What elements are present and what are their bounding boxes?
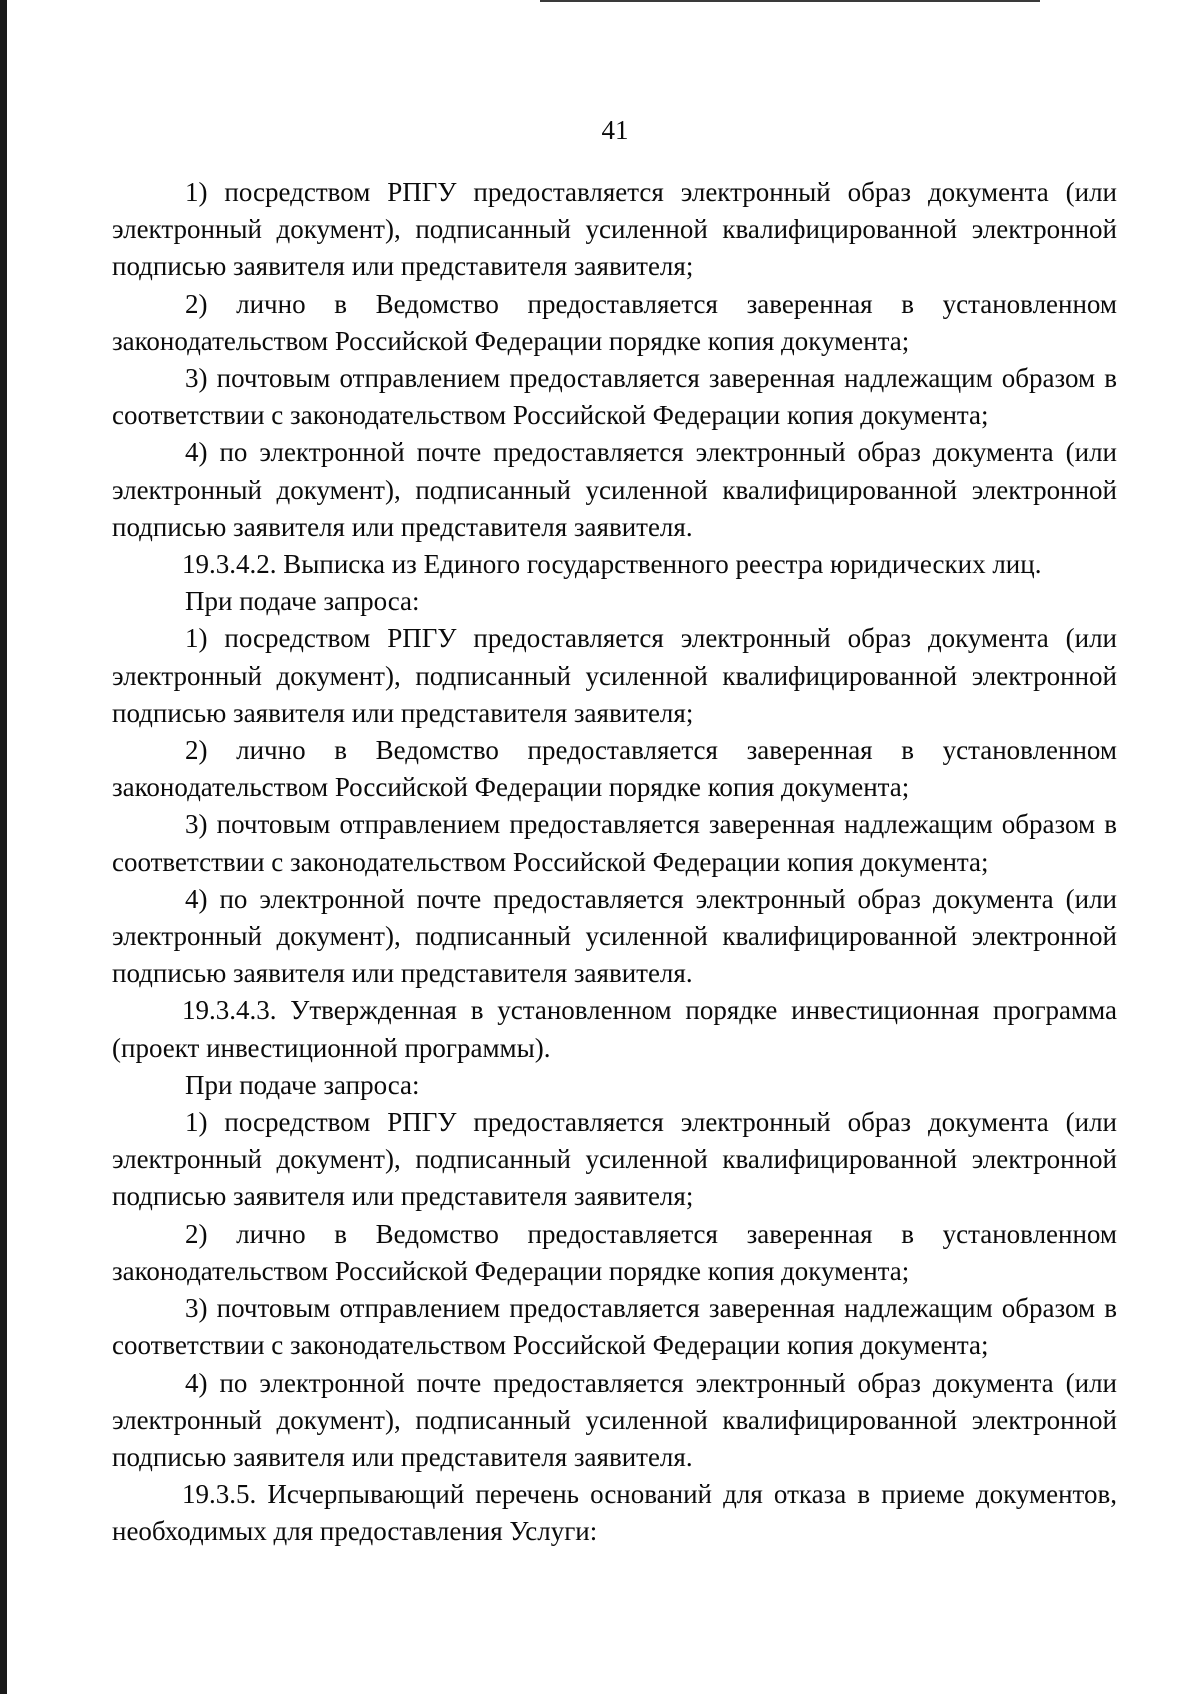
scan-border-top [540,0,1040,2]
list-item: 3) почтовым отправлением предоставляется заверенная надлежащим образом в соответствии с законодательством Российской Федерации копия документа; [112,363,1117,431]
page-number: 41 [601,115,629,145]
intro-line: При подаче запроса: [185,1069,420,1100]
list-item: 3) почтовым отправлением предоставляется заверенная надлежащим образом в соответствии с законодательством Российской Федерации копия документа; [112,809,1117,877]
section-heading: 19.3.5. Исчерпывающий перечень оснований для отказа в приеме документов, необходимых для предоставления Услуги: [112,1479,1117,1547]
section-heading: 19.3.4.2. Выписка из Единого государственного реестра юридических лиц. [182,549,1042,580]
list-item: 3) почтовым отправлением предоставляется заверенная надлежащим образом в соответствии с законодательством Российской Федерации копия документа; [112,1293,1117,1361]
list-item: 2) лично в Ведомство предоставляется заверенная в установленном законодательством Российской Федерации порядке копия документа; [112,288,1117,356]
scan-border-left [0,0,7,1694]
intro-line: При подаче запроса: [185,586,420,617]
list-item: 1) посредством РПГУ предоставляется электронный образ документа (или электронный документ), подписанный усиленной квалифицированной электронной подписью заявителя или представителя заявителя; [112,177,1117,282]
list-item: 4) по электронной почте предоставляется электронный образ документа (или электронный документ), подписанный усиленной квалифицированной электронной подписью заявителя или представителя заявителя. [112,1367,1117,1472]
document-body [112,174,1117,1551]
list-item: 4) по электронной почте предоставляется электронный образ документа (или электронный документ), подписанный усиленной квалифицированной электронной подписью заявителя или представителя заявителя. [112,437,1117,542]
list-item: 1) посредством РПГУ предоставляется электронный образ документа (или электронный документ), подписанный усиленной квалифицированной электронной подписью заявителя или представителя заявителя; [112,623,1117,728]
section-heading: 19.3.4.3. Утвержденная в установленном порядке инвестиционная программа (проект инвестиционной программы). [112,995,1117,1063]
list-item: 2) лично в Ведомство предоставляется заверенная в установленном законодательством Российской Федерации порядке копия документа; [112,735,1117,803]
list-item: 2) лично в Ведомство предоставляется заверенная в установленном законодательством Российской Федерации порядке копия документа; [112,1218,1117,1286]
list-item: 1) посредством РПГУ предоставляется электронный образ документа (или электронный документ), подписанный усиленной квалифицированной электронной подписью заявителя или представителя заявителя; [112,1107,1117,1212]
list-item: 4) по электронной почте предоставляется электронный образ документа (или электронный документ), подписанный усиленной квалифицированной электронной подписью заявителя или представителя заявителя. [112,883,1117,989]
